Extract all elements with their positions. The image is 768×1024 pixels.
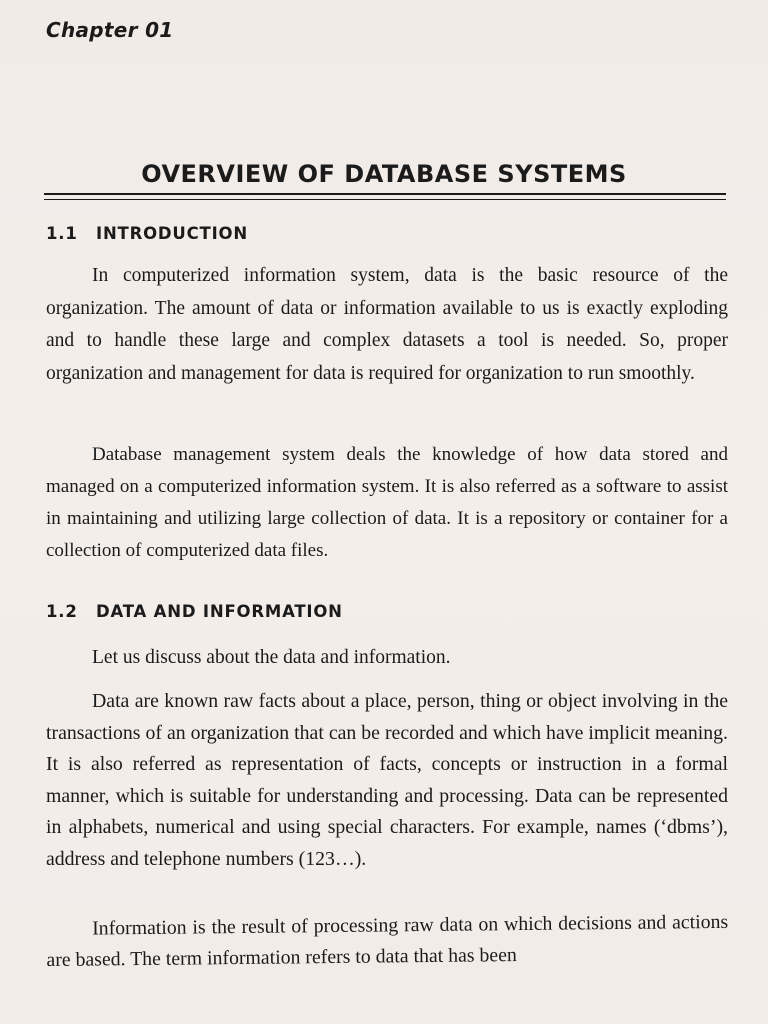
paragraph: In computerized information system, data is the basic resource of the organization. The amount of data or information available to us is exactly exploding and to handle these large and complex datasets a tool is needed. So, proper organization and management for data is required for organization to run smoothly. [46, 265, 728, 384]
section-number: 1.1 [46, 224, 78, 243]
title-rule-thin [44, 199, 726, 200]
section-number: 1.2 [46, 602, 78, 621]
paragraph: Information is the result of processing raw data on which decisions and actions are based. The term information refers to data that has been [46, 910, 729, 971]
section-heading-introduction [46, 224, 248, 243]
section-title: DATA AND INFORMATION [96, 602, 343, 621]
paragraph: Data are known raw facts about a place, person, thing or object involving in the transactions of an organization that can be recorded and which have implicit meaning. It is also referred as representation of facts, concepts or instruction in a formal manner, which is suitable for understanding and processing. Data can be represented in alphabets, numerical and using special characters. For example, names (‘dbms’), address and telephone numbers (123…). [46, 690, 728, 870]
page-title: OVERVIEW OF DATABASE SYSTEMS [141, 160, 627, 188]
paragraph: Database management system deals the knowledge of how data stored and managed on a computerized information system. It is also referred as a software to assist in maintaining and utilizing large collection of data. It is a repository or container for a collection of computerized data files. [46, 444, 728, 561]
chapter-label: Chapter 01 [46, 18, 174, 42]
paragraph: Let us discuss about the data and information. [92, 647, 451, 668]
section-title: INTRODUCTION [96, 224, 248, 243]
section-heading-data-and-information [46, 602, 343, 621]
title-rule-thick [44, 193, 726, 195]
